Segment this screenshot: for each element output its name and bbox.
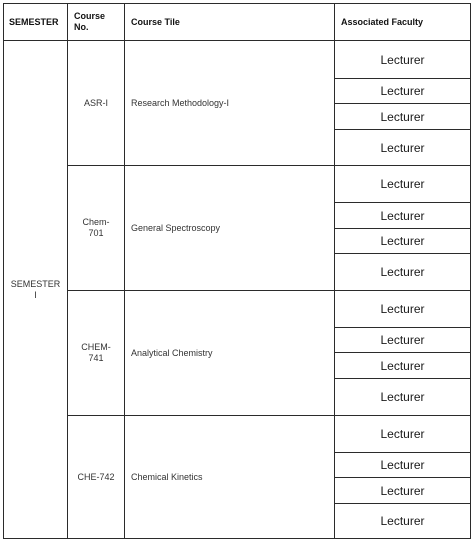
faculty-name: Lecturer xyxy=(380,333,425,347)
course-faculty-table xyxy=(3,3,471,539)
faculty-cell xyxy=(335,104,470,129)
course-no-line1: ASR-I xyxy=(83,97,108,108)
faculty-cell xyxy=(335,416,470,452)
faculty-cell xyxy=(335,379,470,415)
faculty-name: Lecturer xyxy=(380,483,425,498)
course-title: Analytical Chemistry xyxy=(131,347,213,358)
faculty-name: Lecturer xyxy=(380,427,425,441)
semester-cell xyxy=(4,41,67,538)
course-no-cell xyxy=(68,41,124,165)
faculty-name: Lecturer xyxy=(380,177,425,191)
faculty-name: Lecturer xyxy=(380,458,425,472)
faculty-name: Lecturer xyxy=(380,234,425,248)
faculty-name: Lecturer xyxy=(380,84,425,98)
faculty-cell xyxy=(335,353,470,378)
course-no-line2: 741 xyxy=(88,353,104,363)
course-title: Research Methodology-I xyxy=(131,97,230,108)
course-no-line2: 701 xyxy=(88,228,104,238)
faculty-name: Lecturer xyxy=(380,358,425,373)
course-no-line1: Chem- xyxy=(82,217,110,227)
course-no-cell xyxy=(68,291,124,415)
faculty-cell xyxy=(335,79,470,103)
faculty-cell xyxy=(335,203,470,228)
header-semester-label: SEMESTER xyxy=(9,16,59,27)
course-no-line1: CHE-742 xyxy=(77,471,115,482)
header-course-title-label: Course Tile xyxy=(131,16,180,27)
course-no-cell xyxy=(68,166,124,290)
course-title: General Spectroscopy xyxy=(131,222,221,233)
faculty-cell xyxy=(335,328,470,352)
table-border-right xyxy=(470,3,471,539)
faculty-name: Lecturer xyxy=(380,302,425,316)
faculty-name: Lecturer xyxy=(380,140,425,155)
course-title: Chemical Kinetics xyxy=(131,471,203,482)
header-faculty-label: Associated Faculty xyxy=(341,16,424,27)
course-title-cell xyxy=(125,291,334,415)
semester-label-line2: I xyxy=(34,289,37,300)
faculty-cell xyxy=(335,254,470,290)
header-course-title xyxy=(125,4,334,40)
faculty-cell xyxy=(335,453,470,477)
course-title-cell xyxy=(125,166,334,290)
faculty-cell xyxy=(335,504,470,538)
faculty-cell xyxy=(335,291,470,327)
header-course-no-line2: No. xyxy=(74,22,89,32)
faculty-cell xyxy=(335,41,470,78)
table-border-bottom xyxy=(3,538,471,539)
faculty-name: Lecturer xyxy=(380,52,425,67)
faculty-name: Lecturer xyxy=(380,208,425,223)
faculty-cell xyxy=(335,229,470,253)
header-course-no-line1: Course xyxy=(74,11,106,21)
faculty-name: Lecturer xyxy=(380,265,425,279)
faculty-name: Lecturer xyxy=(380,109,425,124)
header-semester xyxy=(4,4,67,40)
faculty-cell xyxy=(335,478,470,503)
header-faculty xyxy=(335,4,470,40)
course-title-cell xyxy=(125,416,334,538)
course-no-line1: CHEM- xyxy=(81,342,111,352)
faculty-name: Lecturer xyxy=(380,390,425,404)
course-title-cell xyxy=(125,41,334,165)
header-course-no xyxy=(68,4,124,40)
faculty-cell xyxy=(335,166,470,202)
semester-label-line1: SEMESTER xyxy=(10,278,61,289)
faculty-name: Lecturer xyxy=(380,514,425,528)
faculty-cell xyxy=(335,130,470,165)
course-no-cell xyxy=(68,416,124,538)
